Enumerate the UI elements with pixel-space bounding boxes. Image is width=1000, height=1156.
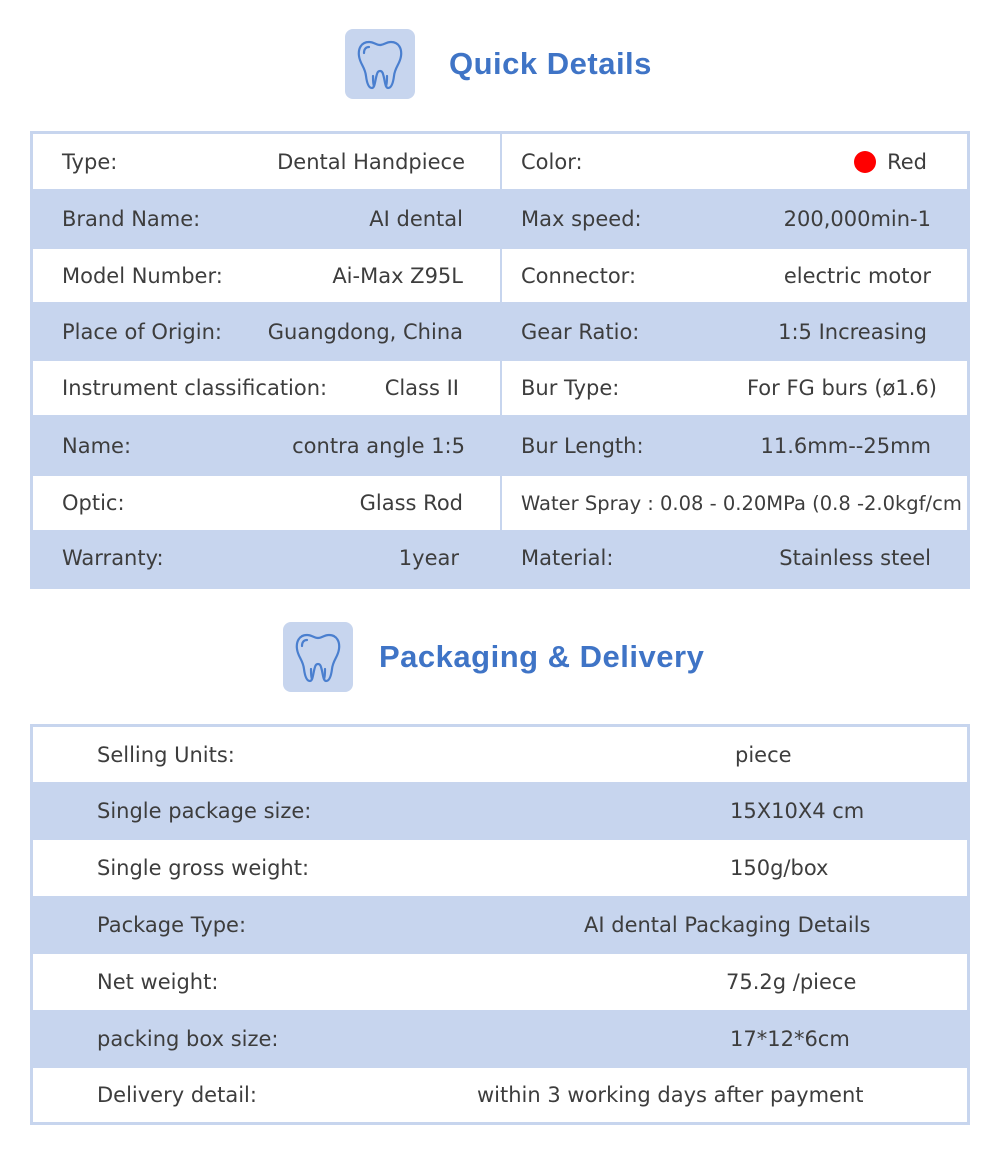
spec-label: Warranty: — [62, 546, 164, 570]
spec-value: 1:5 Increasing — [778, 319, 927, 344]
spec-label: Gear Ratio: — [521, 319, 640, 344]
spec-value: Glass Rod — [359, 491, 463, 515]
spec-label: Water Spray : — [521, 491, 654, 515]
pack-value: 150g/box — [730, 856, 829, 880]
table-row — [33, 782, 967, 840]
column-divider — [500, 134, 502, 586]
spec-value: electric motor — [783, 263, 931, 288]
quick-details-table — [30, 131, 970, 589]
spec-value: AI dental — [369, 207, 463, 231]
packaging-header — [283, 622, 704, 692]
tooth-icon — [283, 622, 353, 692]
quick-details-header — [345, 29, 652, 99]
table-row — [33, 1068, 967, 1122]
spec-value-color — [854, 134, 927, 189]
pack-value: piece — [735, 742, 792, 767]
spec-value: For FG burs (ø1.6) — [746, 376, 937, 400]
spec-value: 200,000min-1 — [783, 207, 931, 231]
spec-label: Type: — [62, 149, 118, 174]
spec-label: Model Number: — [62, 263, 223, 288]
spec-value: Ai-Max Z95L — [332, 263, 463, 288]
packaging-table — [30, 724, 970, 1125]
spec-label: Instrument classification: — [62, 376, 328, 400]
spec-value: 11.6mm--25mm — [760, 433, 931, 458]
pack-value: 15X10X4 cm — [730, 799, 865, 823]
spec-label: Bur Type: — [521, 376, 620, 400]
spec-label: Connector: — [521, 263, 637, 288]
table-row — [33, 954, 967, 1010]
pack-value: 17*12*6cm — [730, 1027, 850, 1051]
spec-label: Optic: — [62, 491, 125, 515]
pack-value: within 3 working days after payment — [477, 1083, 864, 1107]
spec-label: Material: — [521, 546, 614, 570]
table-row — [33, 727, 967, 782]
spec-value: Dental Handpiece — [277, 149, 465, 174]
pack-label: Net weight: — [97, 970, 219, 994]
spec-label: Max speed: — [521, 207, 642, 231]
pack-label: Selling Units: — [97, 742, 235, 767]
red-color-swatch — [854, 151, 876, 173]
table-row — [33, 840, 967, 896]
pack-label: Single package size: — [97, 799, 312, 823]
spec-label: Brand Name: — [62, 207, 201, 231]
spec-label: Place of Origin: — [62, 319, 222, 344]
color-value: Red — [887, 149, 927, 174]
spec-value: Stainless steel — [779, 546, 931, 570]
spec-value: contra angle 1:5 — [292, 433, 465, 458]
pack-value: 75.2g /piece — [726, 970, 857, 994]
pack-label: Single gross weight: — [97, 856, 310, 880]
spec-label: Bur Length: — [521, 433, 644, 458]
spec-label: Color: — [521, 149, 583, 174]
spec-value: Class II — [384, 376, 459, 400]
table-row — [33, 1010, 967, 1068]
spec-value: Guangdong, China — [267, 319, 463, 344]
section-title-packaging: Packaging & Delivery — [379, 639, 705, 674]
pack-label: packing box size: — [97, 1027, 279, 1051]
spec-value: 0.08 - 0.20MPa (0.8 -2.0kgf/cm — [660, 491, 962, 515]
table-row — [33, 896, 967, 954]
pack-label: Package Type: — [97, 913, 247, 937]
tooth-icon — [345, 29, 415, 99]
section-title-quick-details: Quick Details — [449, 46, 652, 81]
spec-label: Name: — [62, 433, 132, 458]
pack-value: AI dental Packaging Details — [584, 913, 871, 937]
spec-value: 1year — [398, 546, 459, 570]
pack-label: Delivery detail: — [97, 1083, 257, 1107]
